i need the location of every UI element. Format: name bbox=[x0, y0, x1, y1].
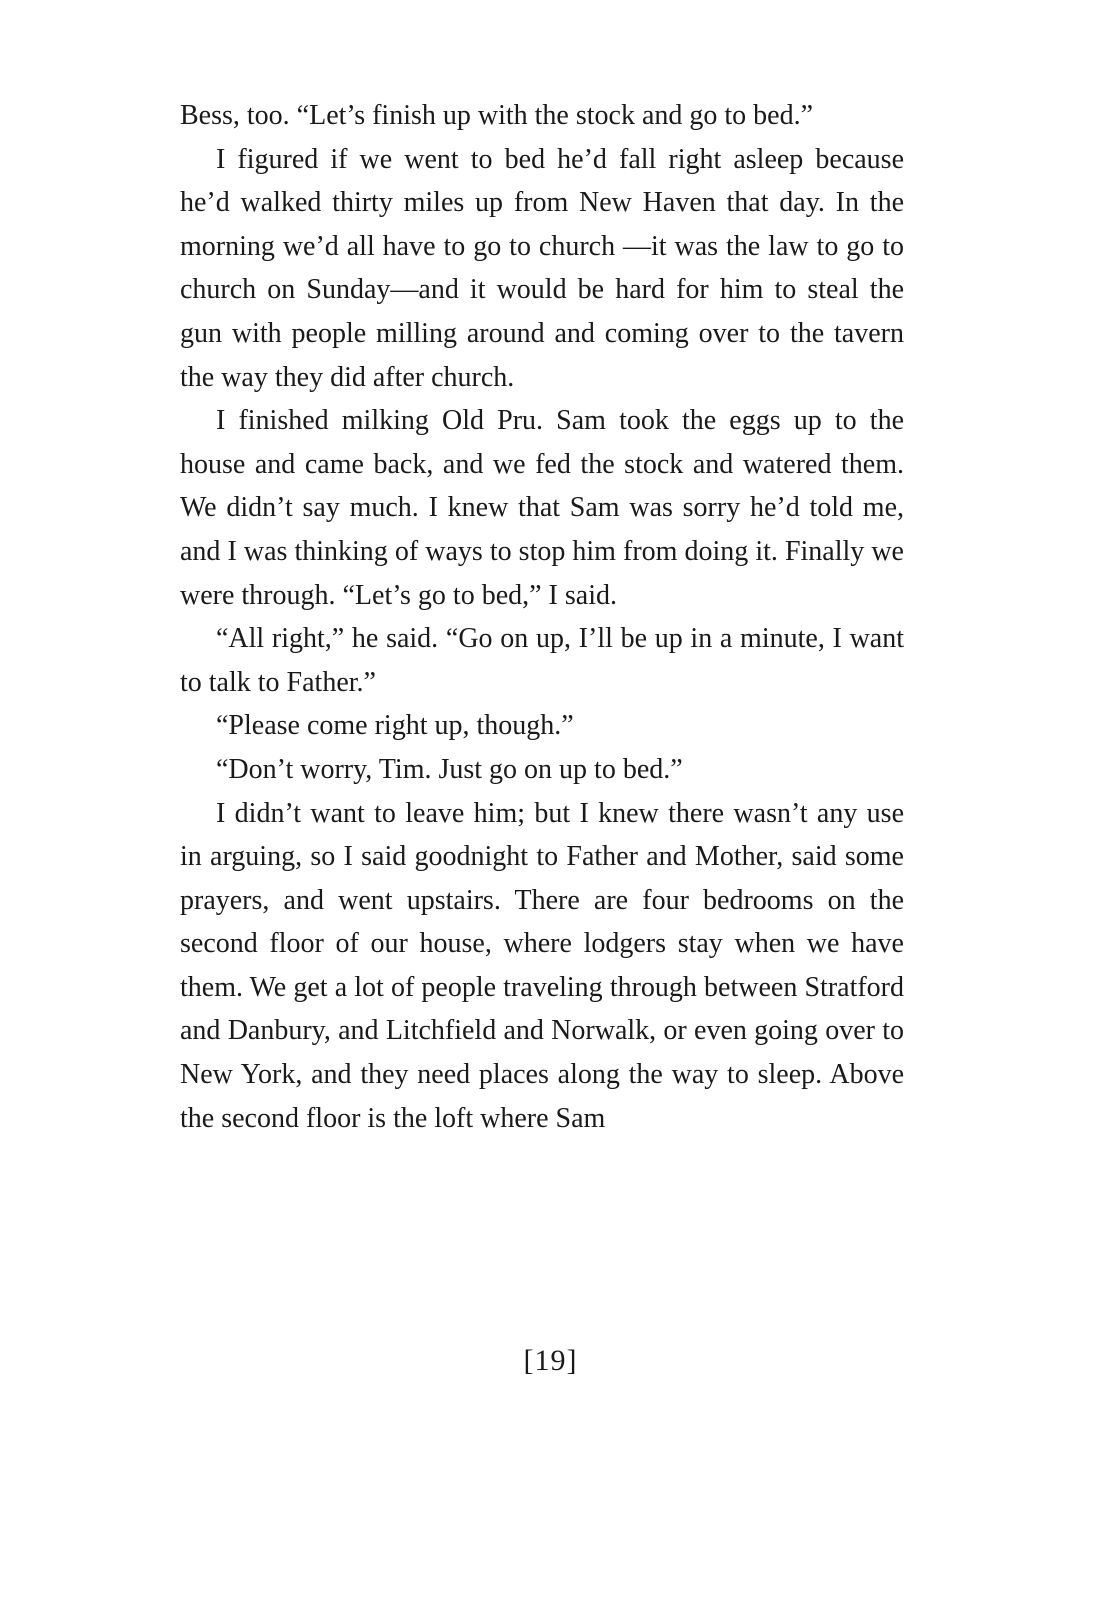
paragraph: I figured if we went to bed he’d fall right asleep because he’d walked thirty miles up from New Haven that day. In the morning we’d all have to go to church —it was the law to go to church on Sunday—and it would be hard for him to steal the gun with people milling around and coming over to the tavern the way they did after church. bbox=[180, 143, 904, 393]
paragraph-continuation: Bess, too. “Let’s finish up with the stock and go to bed.” bbox=[180, 100, 814, 131]
paragraph: I didn’t want to leave him; but I knew there wasn’t any use in arguing, so I said goodnight to Father and Mother, said some prayers, and went upstairs. There are four bedrooms on the second floor of our house, where lodgers stay when we have them. We get a lot of people traveling through between Stratford and Danbury, and Litchfield and Norwalk, or even going over to New York, and they need places along the way to sleep. Above the second floor is the loft where Sam bbox=[180, 797, 904, 1134]
paragraph: “Don’t worry, Tim. Just go on up to bed.” bbox=[216, 753, 683, 785]
paragraph: “Please come right up, though.” bbox=[216, 710, 574, 742]
paragraph: I finished milking Old Pru. Sam took the eggs up to the house and came back, and we fed the stock and watered them. We didn’t say much. I knew that Sam was sorry he’d told me, and I was thinking of ways to stop him from doing it. Finally we were through. “Let’s go to bed,” I said. bbox=[180, 405, 904, 611]
paragraph: “All right,” he said. “Go on up, I’ll be up in a minute, I want to talk to Father.” bbox=[180, 623, 904, 698]
page-number: [19] bbox=[523, 1344, 578, 1377]
body-text bbox=[180, 94, 904, 1140]
